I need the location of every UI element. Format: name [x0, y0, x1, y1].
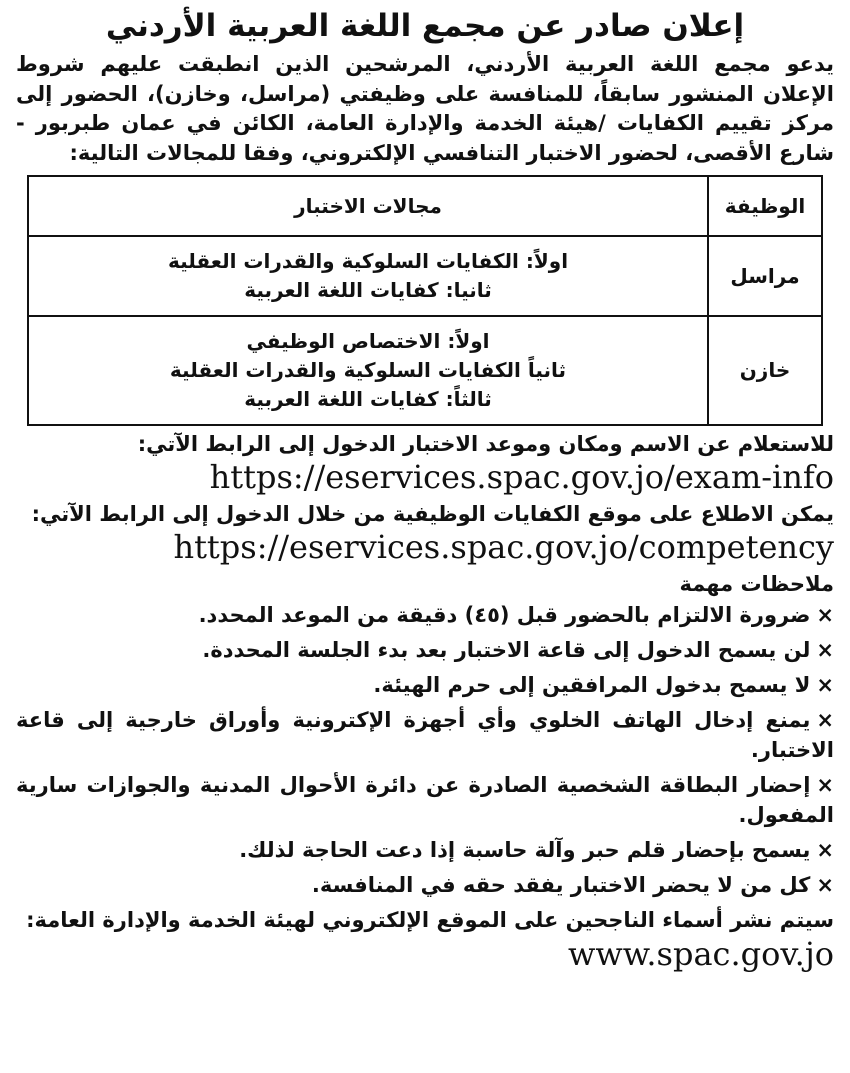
- footer-text: سيتم نشر أسماء الناجحين على الموقع الإلكتروني لهيئة الخدمة والإدارة العامة:: [26, 908, 834, 932]
- list-item: [16, 770, 834, 830]
- list-item: [16, 870, 834, 900]
- note-text: ضرورة الالتزام بالحضور قبل (٤٥) دقيقة من الموعد المحدد.: [198, 603, 811, 627]
- times-bullet-icon: ×: [816, 603, 834, 627]
- times-bullet-icon: ×: [816, 773, 834, 797]
- area-line: ثانياً الكفايات السلوكية والقدرات العقلية: [169, 358, 567, 382]
- areas-cell: [28, 316, 708, 425]
- list-item: [16, 600, 834, 630]
- table-header-row: [28, 176, 822, 236]
- note-text: لا يسمح بدخول المرافقين إلى حرم الهيئة.: [373, 673, 811, 697]
- times-bullet-icon: ×: [816, 873, 834, 897]
- announcement-title: إعلان صادر عن مجمع اللغة العربية الأردني: [105, 8, 745, 44]
- note-text: كل من لا يحضر الاختبار يفقد حقه في المنافسة.: [311, 873, 811, 897]
- table-row: [28, 316, 822, 425]
- area-line: اولاً: الكفايات السلوكية والقدرات العقلية: [167, 249, 569, 273]
- site-link[interactable]: www.spac.gov.jo: [567, 935, 834, 973]
- area-line: اولاً: الاختصاص الوظيفي: [246, 329, 490, 353]
- job-cell: مراسل: [708, 236, 822, 316]
- area-line: ثالثاً: كفايات اللغة العربية: [244, 387, 492, 411]
- times-bullet-icon: ×: [816, 638, 834, 662]
- times-bullet-icon: ×: [816, 673, 834, 697]
- area-line: ثانيا: كفايات اللغة العربية: [244, 278, 492, 302]
- job-cell: خازن: [708, 316, 822, 425]
- competency-text: يمكن الاطلاع على موقع الكفايات الوظيفية من خلال الدخول إلى الرابط الآتي:: [31, 502, 834, 526]
- notes-list: [16, 600, 834, 900]
- competency-link[interactable]: https://eservices.spac.gov.jo/competency: [173, 528, 834, 566]
- list-item: [16, 835, 834, 865]
- list-item: [16, 635, 834, 665]
- header-job: الوظيفة: [708, 176, 822, 236]
- times-bullet-icon: ×: [816, 838, 834, 862]
- table-row: [28, 236, 822, 316]
- areas-cell: [28, 236, 708, 316]
- exam-fields-table: [27, 175, 823, 426]
- times-bullet-icon: ×: [816, 708, 834, 732]
- list-item: [16, 705, 834, 765]
- note-text: إحضار البطاقة الشخصية الصادرة عن دائرة الأحوال المدنية والجوازات سارية المفعول.: [16, 773, 834, 827]
- inquiry-text: للاستعلام عن الاسم ومكان وموعد الاختبار الدخول إلى الرابط الآتي:: [137, 432, 834, 456]
- note-text: يسمح بإحضار قلم حبر وآلة حاسبة إذا دعت الحاجة لذلك.: [239, 838, 811, 862]
- note-text: لن يسمح الدخول إلى قاعة الاختبار بعد بدء الجلسة المحددة.: [202, 638, 811, 662]
- list-item: [16, 670, 834, 700]
- notes-title: ملاحظات مهمة: [679, 572, 834, 596]
- note-text: يمنع إدخال الهاتف الخلوي وأي أجهزة الإكترونية وأوراق خارجية إلى قاعة الاختبار.: [16, 708, 834, 762]
- exam-info-link[interactable]: https://eservices.spac.gov.jo/exam-info: [209, 458, 834, 496]
- header-areas: مجالات الاختبار: [28, 176, 708, 236]
- intro-paragraph: يدعو مجمع اللغة العربية الأردني، المرشحين الذين انطبقت عليهم شروط الإعلان المنشور سابقاً، للمنافسة على وظيفتي (مراسل، وخازن)، الحضور إلى مركز تقييم الكفايات /هيئة الخدمة والإدارة العامة، الكائن في عمان طبربور - شارع الأقصى، لحضور الاختبار التنافسي الإلكتروني، وفقا للمجالات التالية:: [16, 52, 834, 165]
